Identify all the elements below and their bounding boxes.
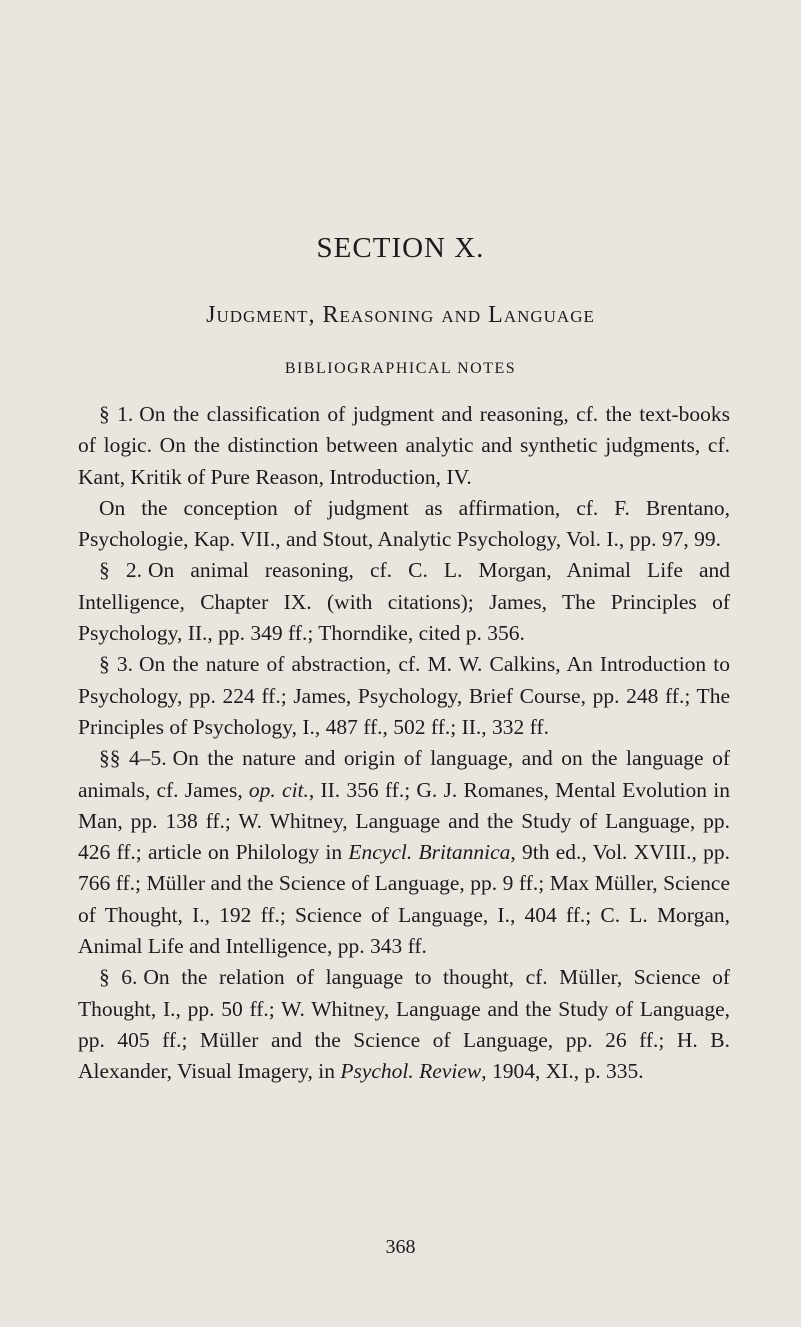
note-section-2 [78, 555, 730, 649]
note-judgment-affirmation [78, 493, 730, 556]
section-mark: §§ 4–5. [99, 746, 167, 771]
note-text: On the classification of judgment and reasoning, cf. the text-books of logic. On the distinction between analytic and synthetic judgments, cf. Kant, Kritik of Pure Reason, Introduction, IV. [78, 402, 730, 489]
note-text: , 9th ed., Vol. XVIII., pp. 766 ff.; Müller and the Science of Language, pp. 9 ff.; Max Müller, Science of Thought, I., 192 ff.; Science of Language, I., 404 ff.; C. L. Morgan, Animal Life and Intelligence, pp. 343 ff. [78, 840, 731, 959]
note-text: On the relation of language to thought, cf. Müller, Science of Thought, I., pp. 50 ff.; W. Whitney, Language and the Study of Language, pp. 405 ff.; Müller and the Science of Language, pp. 26 ff.; H. B. Alexander, Visual Imagery, in [78, 965, 731, 1084]
section-mark: § 1. [99, 402, 134, 426]
note-section-3 [78, 649, 730, 743]
note-text: On the conception of judgment as affirmation, cf. F. Brentano, Psychologie, Kap. VII., and Stout, Analytic Psychology, Vol. I., pp. 97, 99. [78, 495, 730, 552]
italic-citation: op. cit. [248, 777, 309, 802]
note-text: , 1904, XI., p. 335. [481, 1059, 644, 1084]
note-text: On the nature and origin of language, and on the language of animals, cf. James, [78, 746, 730, 802]
section-mark: § 2. [99, 558, 142, 583]
bibliography-subheading: BIBLIOGRAPHICAL NOTES [284, 360, 517, 377]
italic-citation: Psychol. Review [340, 1059, 482, 1084]
note-text: On the nature of abstraction, cf. M. W. Calkins, An Introduction to Psychology, pp. 224 ff.; James, Psychology, Brief Course, pp. 248 ff.; The Principles of Psychology, I., 487 ff., 502 ff.; II., 332 ff. [78, 652, 731, 739]
note-text: On animal reasoning, cf. C. L. Morgan, Animal Life and Intelligence, Chapter IX. (with citations); James, The Principles of Psychology, II., pp. 349 ff.; Thorndike, cited p. 356. [78, 558, 730, 646]
section-mark: § 3. [99, 652, 133, 677]
page-number: 368 [385, 1236, 416, 1258]
note-section-4-5 [78, 743, 730, 962]
italic-citation: Encycl. Britannica [348, 840, 511, 865]
section-heading: SECTION X. [316, 232, 485, 264]
section-mark: § 6. [99, 965, 138, 990]
note-text: , II. 356 ff.; G. J. Romanes, Mental Evolution in Man, pp. 138 ff.; W. Whitney, Language and the Study of Language, pp. 426 ff.; article on Philology in [78, 777, 730, 865]
note-section-6 [78, 962, 730, 1087]
chapter-title: Judgment, Reasoning and Language [206, 302, 595, 328]
bibliographical-notes [78, 399, 730, 1088]
note-section-1 [78, 399, 730, 493]
